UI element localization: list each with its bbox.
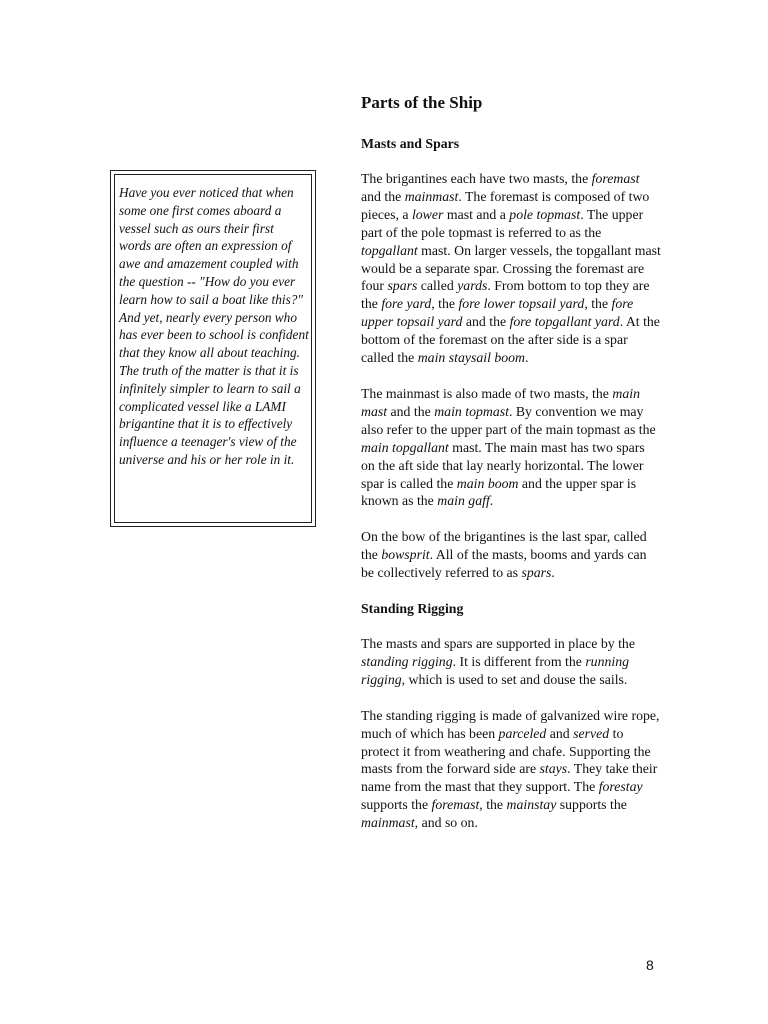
- text-run: , the: [431, 296, 459, 312]
- text-run: The standing rigging is made of galvanized wire rope, much of which has been: [361, 707, 660, 741]
- text-run: mast and a: [443, 206, 510, 222]
- italic-term: forestay: [598, 779, 643, 795]
- italic-term: main mast: [361, 385, 640, 419]
- italic-term: running rigging: [361, 653, 630, 687]
- text-run: and the: [462, 314, 510, 330]
- italic-term: foremast: [591, 171, 640, 186]
- text-run: . At the bottom of the foremast on the after side is a spar called the: [361, 314, 660, 366]
- body-paragraph: [361, 707, 661, 832]
- sidebar-quote-inner-border: [114, 174, 312, 523]
- italic-term: stays: [539, 761, 568, 777]
- text-run: called: [417, 278, 458, 294]
- text-run: mast. On larger vessels, the topgallant mast would be a separate spar. Crossing the foremast are four: [361, 242, 661, 294]
- sidebar-quote-box: [110, 170, 316, 527]
- text-run: .: [525, 350, 529, 366]
- main-column: [361, 92, 661, 850]
- italic-term: foremast: [431, 797, 480, 813]
- text-run: and the: [361, 188, 405, 204]
- text-run: , and so on.: [414, 815, 478, 831]
- italic-term: bowsprit: [381, 547, 430, 563]
- italic-term: yards: [457, 278, 488, 294]
- italic-term: lower: [411, 206, 444, 222]
- text-run: , the: [584, 296, 612, 312]
- italic-term: fore yard: [381, 296, 432, 312]
- section-heading: Standing Rigging: [361, 601, 464, 617]
- text-run: , which is used to set and douse the sails.: [401, 671, 628, 687]
- text-run: On the bow of the brigantines is the last spar, called the: [361, 529, 647, 563]
- page-title: Parts of the Ship: [361, 93, 483, 112]
- text-run: . The upper part of the pole topmast is referred to as the: [361, 206, 644, 240]
- italic-term: fore topgallant yard: [509, 314, 620, 330]
- body-paragraph: [361, 528, 661, 582]
- italic-term: spars: [387, 278, 418, 294]
- text-run: supports the: [361, 797, 432, 813]
- text-run: .: [551, 565, 555, 581]
- italic-term: fore upper topsail yard: [361, 296, 634, 330]
- italic-term: pole topmast: [509, 206, 581, 222]
- italic-term: main topgallant: [361, 439, 449, 455]
- italic-term: served: [573, 725, 610, 741]
- italic-term: mainmast: [361, 815, 415, 831]
- italic-term: main staysail boom: [417, 350, 526, 366]
- text-run: .: [489, 493, 494, 509]
- text-run: . From bottom to top they are the: [361, 278, 650, 312]
- text-run: The masts and spars are supported in place by the: [361, 636, 635, 652]
- italic-term: fore lower topsail yard: [458, 296, 585, 312]
- text-run: The brigantines each have two masts, the: [361, 171, 592, 186]
- text-run: . By convention we may also refer to the upper part of the main topmast as the: [361, 403, 656, 437]
- text-run: . It is different from the: [452, 653, 586, 669]
- body-paragraph: [361, 635, 661, 689]
- text-run: supports the: [556, 797, 627, 813]
- section-heading: Masts and Spars: [361, 136, 460, 151]
- text-run: and the: [387, 403, 435, 419]
- text-run: The mainmast is also made of two masts, the: [361, 385, 613, 401]
- text-run: to protect it from weathering and chafe. Supporting the masts from the forward side are: [361, 725, 651, 777]
- text-run: and the upper spar is known as the: [361, 475, 637, 509]
- italic-term: standing rigging: [361, 653, 453, 669]
- sections-container: [361, 135, 661, 832]
- text-run: mast. The main mast has two spars on the aft side that lay nearly horizontal. The lower spar is called the: [361, 439, 645, 491]
- italic-term: main gaff: [437, 493, 490, 509]
- page-number: 8: [646, 957, 654, 973]
- text-run: . All of the masts, booms and yards can be collectively referred to as: [361, 547, 647, 581]
- text-run: and: [546, 725, 574, 741]
- text-run: , the: [479, 797, 507, 813]
- italic-term: spars: [521, 565, 552, 581]
- text-run: . The foremast is composed of two pieces, a: [361, 188, 650, 222]
- body-paragraph: [361, 385, 661, 510]
- body-paragraph: [361, 170, 661, 367]
- italic-term: mainstay: [506, 797, 557, 813]
- text-run: . They take their name from the mast that they support. The: [361, 761, 658, 795]
- italic-term: parceled: [498, 725, 547, 741]
- italic-term: main topmast: [434, 403, 509, 419]
- italic-term: topgallant: [361, 242, 418, 258]
- italic-term: main boom: [456, 475, 519, 491]
- sidebar-quote-text: Have you ever noticed that when some one first comes aboard a vessel such as ours their first words are often an expression of awe and amazement coupled with the question -- "How do you ever learn how to sail a boat like this?" And yet, nearly every person who has ever been to school is confident that they know all about teaching. The truth of the matter is that it is infinitely simpler to learn to sail a complicated vessel like a LAMI brigantine that it is to effectively influence a teenager's view of the universe and his or her role in it.: [119, 185, 309, 467]
- italic-term: mainmast: [404, 188, 459, 204]
